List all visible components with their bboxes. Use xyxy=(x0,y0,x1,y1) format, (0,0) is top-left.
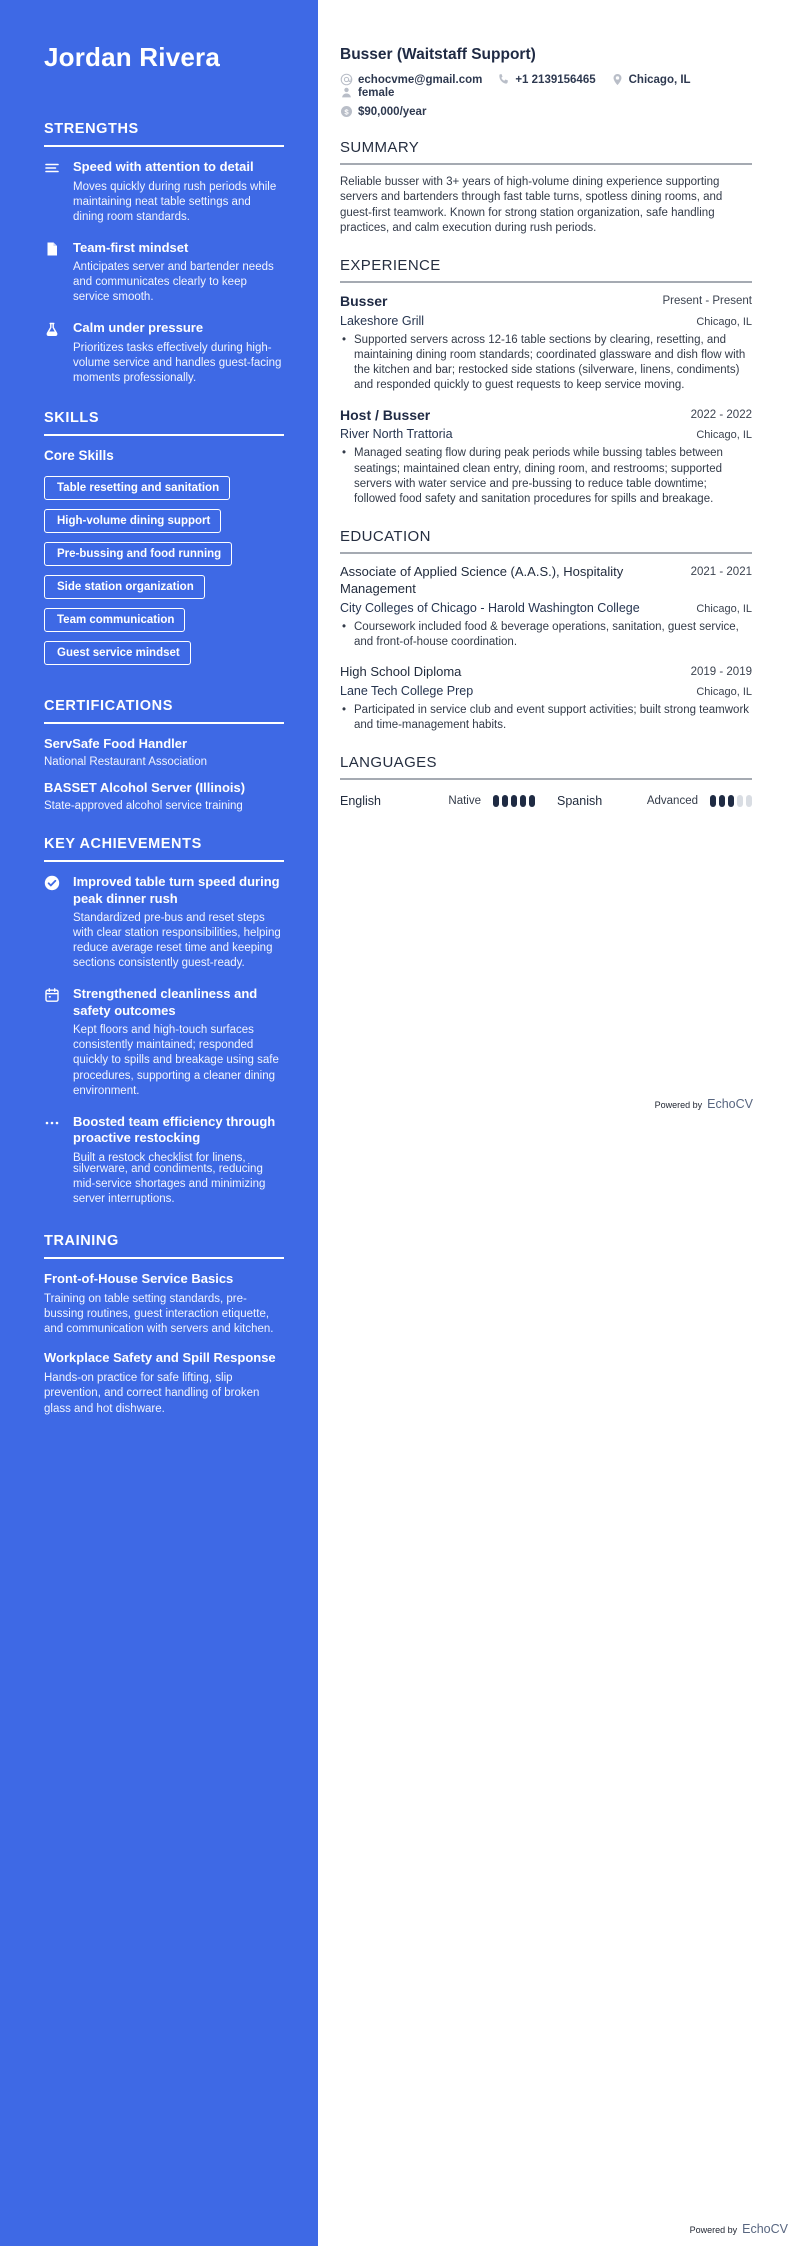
degree-name: High School Diploma xyxy=(340,663,462,679)
echocv-brand: EchoCV xyxy=(707,1097,753,1111)
sidebar-page-1 xyxy=(44,42,284,1190)
education-bullet: • Coursework included food & beverage operations, sanitation, guest service, and front-of-house coordination. xyxy=(340,620,752,651)
certification-name: BASSET Alcohol Server (Illinois) xyxy=(44,780,246,796)
strengths-section xyxy=(44,121,284,386)
skill-badge: Table resetting and sanitation xyxy=(44,476,230,500)
contact-location xyxy=(611,73,691,86)
gender-text: female xyxy=(358,86,395,99)
achievement-desc: Kept floors and high-touch surfaces consistently maintained; responded quickly to spills and breakage using safe procedures, supporting a cleaner dining environment. xyxy=(73,1024,279,1097)
skill-badges xyxy=(44,476,284,674)
achievements-section-title: KEY ACHIEVEMENTS xyxy=(44,836,284,862)
contact-row-1 xyxy=(340,73,752,99)
certification-item xyxy=(44,780,284,812)
person-icon xyxy=(340,86,353,99)
page2-footer xyxy=(690,2222,788,2236)
achievement-title: Strengthened cleanliness and safety outcomes xyxy=(73,986,258,1018)
certification-name: ServSafe Food Handler xyxy=(44,736,188,752)
experience-section xyxy=(340,257,752,507)
strength-title: Calm under pressure xyxy=(73,320,204,336)
main-column xyxy=(340,46,752,808)
language-item xyxy=(340,794,535,808)
location-text: Chicago, IL xyxy=(628,73,691,86)
training-section xyxy=(44,1233,284,1416)
training-desc: Training on table setting standards, pre-bussing routines, guest interaction etiquette, and communication with servers and kitchen. xyxy=(44,1293,274,1336)
education-bullets xyxy=(340,703,752,734)
job-role: Busser xyxy=(340,293,388,310)
job-dates: 2022 - 2022 xyxy=(690,408,752,421)
job-bullets xyxy=(340,446,752,507)
language-name: English xyxy=(340,794,381,809)
job-company: River North Trattoria xyxy=(340,427,453,442)
training-title: Front-of-House Service Basics xyxy=(44,1271,234,1287)
email-text: echocvme@gmail.com xyxy=(358,73,483,86)
education-entry xyxy=(340,664,752,733)
strength-title: Team-first mindset xyxy=(73,239,189,255)
education-section xyxy=(340,528,752,733)
skill-badge: Pre-bussing and food running xyxy=(44,542,232,566)
achievement-desc: Standardized pre-bus and reset steps with clear station responsibilities, helping reduce average reset time and keeping sections consistently guest-ready. xyxy=(73,912,281,970)
experience-entry xyxy=(340,407,752,508)
check-circle-icon xyxy=(44,874,62,971)
at-icon xyxy=(340,73,353,86)
education-section-title: EDUCATION xyxy=(340,528,752,554)
skills-group-label: Core Skills xyxy=(44,448,114,464)
education-dates: 2019 - 2019 xyxy=(690,665,752,678)
language-grid xyxy=(340,794,752,808)
contact-gender xyxy=(340,86,394,99)
school-name: Lane Tech College Prep xyxy=(340,683,474,698)
achievement-title: Boosted team efficiency through proactive restocking xyxy=(73,1113,276,1146)
education-bullet: • Participated in service club and event support activities; built strong teamwork and time-management habits. xyxy=(340,703,752,734)
skill-badge: Guest service mindset xyxy=(44,641,191,665)
person-name: Jordan Rivera xyxy=(44,42,221,72)
school-location: Chicago, IL xyxy=(696,603,752,616)
languages-section-title: LANGUAGES xyxy=(340,754,752,780)
languages-section xyxy=(340,754,752,808)
text-lines-icon xyxy=(44,159,62,225)
language-item xyxy=(557,794,752,808)
phone-icon xyxy=(497,73,510,86)
school-name: City Colleges of Chicago - Harold Washington College xyxy=(340,601,640,616)
summary-section-title: SUMMARY xyxy=(340,139,752,165)
training-item xyxy=(44,1350,284,1416)
powered-by-label: Powered by xyxy=(654,1100,703,1110)
strength-title: Speed with attention to detail xyxy=(73,159,254,174)
strength-item xyxy=(44,159,284,225)
language-level-dots xyxy=(707,795,752,807)
contact-phone xyxy=(497,73,595,86)
education-bullets xyxy=(340,620,752,651)
language-level: Native xyxy=(448,795,481,808)
location-pin-icon xyxy=(611,73,624,86)
summary-section xyxy=(340,139,752,236)
training-title: Workplace Safety and Spill Response xyxy=(44,1350,276,1366)
achievement-item xyxy=(44,986,284,1098)
skill-badge: Side station organization xyxy=(44,575,205,599)
resume-job-title: Busser (Waitstaff Support) xyxy=(340,46,536,63)
strength-item xyxy=(44,320,284,386)
certification-issuer: National Restaurant Association xyxy=(44,756,208,769)
strength-desc: Anticipates server and bartender needs and communicates clearly to keep service smooth. xyxy=(73,261,274,304)
contact-salary xyxy=(340,105,426,118)
certification-item xyxy=(44,736,284,768)
certifications-section-title: CERTIFICATIONS xyxy=(44,698,284,724)
ellipsis-icon xyxy=(44,1114,62,1166)
language-name: Spanish xyxy=(557,794,603,809)
job-location: Chicago, IL xyxy=(696,315,752,328)
language-level: Advanced xyxy=(646,795,698,808)
strength-desc: Moves quickly during rush periods while maintaining neat table settings and dining room standards. xyxy=(73,180,277,223)
skill-badge: High-volume dining support xyxy=(44,509,221,533)
job-bullet: • Managed seating flow during peak periods while bussing tables between seatings; maintained clean entry, dining room, and restrooms; supported servers with water service and pre-bussing to reduce table downtime; followed food safety and sanitation procedures for spills and breakage. xyxy=(340,446,752,507)
echocv-brand: EchoCV xyxy=(742,2222,788,2236)
language-level-dots xyxy=(490,795,535,807)
strengths-section-title: STRENGTHS xyxy=(44,121,284,147)
achievement-item xyxy=(44,1114,284,1166)
calendar-icon xyxy=(44,986,62,1098)
education-dates: 2021 - 2021 xyxy=(690,566,752,579)
strength-item xyxy=(44,240,284,306)
summary-text: Reliable busser with 3+ years of high-volume dining experience supporting servers and bartenders through fast table turns, spotless dining rooms, and guest-first teamwork. Known for strong station organization, safe handling practices, and calm execution during rush periods. xyxy=(340,176,723,234)
experience-section-title: EXPERIENCE xyxy=(340,257,752,283)
job-dates: Present - Present xyxy=(662,295,752,308)
contact-row-2 xyxy=(340,105,752,118)
achievement-item xyxy=(44,874,284,971)
job-location: Chicago, IL xyxy=(696,429,752,442)
training-item xyxy=(44,1271,284,1337)
flask-icon xyxy=(44,320,62,386)
svg-text:$: $ xyxy=(344,107,349,117)
skills-section xyxy=(44,410,284,674)
page1-footer xyxy=(655,1097,753,1111)
sidebar-page-2 xyxy=(44,1162,284,1441)
achievement-title: Improved table turn speed during peak dinner rush xyxy=(73,874,280,906)
skills-section-title: SKILLS xyxy=(44,410,284,436)
powered-by-label: Powered by xyxy=(689,2225,738,2235)
job-role: Host / Busser xyxy=(340,406,431,423)
job-bullet: • Supported servers across 12-16 table sections by clearing, resetting, and maintaining dining room standards; coordinated glassware and dish flow with the kitchen and bar; restocked side stations (silverware, linens, condiments) and responded quickly to guest requests to keep service moving. xyxy=(340,333,752,394)
certifications-section xyxy=(44,698,284,812)
training-desc: Hands-on practice for safe lifting, slip prevention, and correct handling of broken glass and hot dishware. xyxy=(44,1372,260,1415)
school-location: Chicago, IL xyxy=(696,685,752,698)
skill-badge: Team communication xyxy=(44,608,185,632)
certification-issuer: State-approved alcohol service training xyxy=(44,800,243,813)
phone-text: +1 2139156465 xyxy=(515,73,596,86)
contact-email xyxy=(340,73,482,86)
dollar-circle-icon xyxy=(340,105,353,118)
training-section-title: TRAINING xyxy=(44,1233,284,1259)
achievements-section xyxy=(44,836,284,1166)
job-bullets xyxy=(340,333,752,394)
education-entry xyxy=(340,564,752,650)
file-icon xyxy=(44,240,62,306)
achievement-desc-part1: Built a restock checklist for linens, xyxy=(73,1151,246,1164)
strength-desc: Prioritizes tasks effectively during high-volume service and handles guest-facing moments professionally. xyxy=(73,341,282,384)
job-company: Lakeshore Grill xyxy=(340,313,425,328)
experience-entry xyxy=(340,293,752,394)
achievement-desc-part2: silverware, and condiments, reducing mid-service shortages and minimizing server interruptions. xyxy=(73,1163,266,1206)
degree-name: Associate of Applied Science (A.A.S.), Hospitality Management xyxy=(340,564,624,597)
salary-text: $90,000/year xyxy=(358,105,427,118)
